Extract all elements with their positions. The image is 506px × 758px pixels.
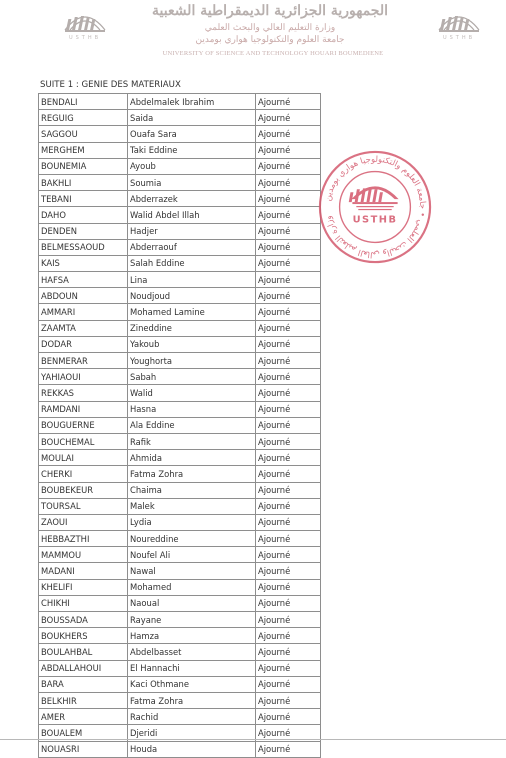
student-last-name: SAGGOU bbox=[39, 126, 128, 142]
student-first-name: Djeridi bbox=[128, 725, 256, 741]
student-last-name: BOUGUERNE bbox=[39, 417, 128, 433]
student-first-name: Taki Eddine bbox=[128, 142, 256, 158]
student-status: Ajourné bbox=[256, 239, 321, 255]
student-last-name: HAFSA bbox=[39, 272, 128, 288]
student-first-name: Saida bbox=[128, 110, 256, 126]
student-status: Ajourné bbox=[256, 94, 321, 110]
table-row bbox=[39, 272, 321, 288]
student-first-name: Rayane bbox=[128, 612, 256, 628]
student-first-name: Walid Abdel Illah bbox=[128, 207, 256, 223]
student-status: Ajourné bbox=[256, 223, 321, 239]
student-first-name: Yakoub bbox=[128, 336, 256, 352]
student-status: Ajourné bbox=[256, 450, 321, 466]
table-row bbox=[39, 644, 321, 660]
svg-text:USTHB: USTHB bbox=[442, 35, 476, 41]
student-status: Ajourné bbox=[256, 158, 321, 174]
student-status: Ajourné bbox=[256, 725, 321, 741]
student-first-name: Nawal bbox=[128, 563, 256, 579]
student-status: Ajourné bbox=[256, 595, 321, 611]
table-row bbox=[39, 288, 321, 304]
student-last-name: BOUSSADA bbox=[39, 612, 128, 628]
table-row bbox=[39, 433, 321, 449]
student-first-name: Hasna bbox=[128, 401, 256, 417]
student-status: Ajourné bbox=[256, 514, 321, 530]
student-last-name: MOULAI bbox=[39, 450, 128, 466]
student-last-name: BOUNEMIA bbox=[39, 158, 128, 174]
student-last-name: BAKHLI bbox=[39, 174, 128, 190]
student-first-name: Noudjoud bbox=[128, 288, 256, 304]
student-status: Ajourné bbox=[256, 110, 321, 126]
student-first-name: Lina bbox=[128, 272, 256, 288]
student-status: Ajourné bbox=[256, 498, 321, 514]
table-row bbox=[39, 498, 321, 514]
stamp-center-text: USTHB bbox=[352, 214, 398, 226]
university-logo-left bbox=[62, 2, 108, 44]
student-first-name: Youghorta bbox=[128, 353, 256, 369]
student-last-name: AMMARI bbox=[39, 304, 128, 320]
student-last-name: BELKHIR bbox=[39, 692, 128, 708]
student-last-name: AMER bbox=[39, 709, 128, 725]
student-status: Ajourné bbox=[256, 676, 321, 692]
table-row bbox=[39, 595, 321, 611]
results-table bbox=[38, 93, 321, 758]
student-status: Ajourné bbox=[256, 628, 321, 644]
table-row bbox=[39, 450, 321, 466]
student-status: Ajourné bbox=[256, 191, 321, 207]
table-row bbox=[39, 514, 321, 530]
student-last-name: DAHO bbox=[39, 207, 128, 223]
table-row bbox=[39, 417, 321, 433]
table-row bbox=[39, 94, 321, 110]
table-row bbox=[39, 336, 321, 352]
table-row bbox=[39, 466, 321, 482]
header-republic-arabic: الجمهورية الجزائرية الديمقراطية الشعبية bbox=[151, 3, 388, 19]
student-first-name: Mohamed Lamine bbox=[128, 304, 256, 320]
student-first-name: Abderraouf bbox=[128, 239, 256, 255]
table-row bbox=[39, 547, 321, 563]
student-last-name: MADANI bbox=[39, 563, 128, 579]
student-last-name: TOURSAL bbox=[39, 498, 128, 514]
student-first-name: Walid bbox=[128, 385, 256, 401]
table-row bbox=[39, 579, 321, 595]
header-ministry-arabic: وزارة التعليم العالي والبحث العلمي bbox=[204, 23, 336, 33]
student-status: Ajourné bbox=[256, 207, 321, 223]
student-status: Ajourné bbox=[256, 272, 321, 288]
student-first-name: Sabah bbox=[128, 369, 256, 385]
student-first-name: Abdelbasset bbox=[128, 644, 256, 660]
student-last-name: DODAR bbox=[39, 336, 128, 352]
table-row bbox=[39, 126, 321, 142]
table-row bbox=[39, 692, 321, 708]
student-first-name: Rachid bbox=[128, 709, 256, 725]
student-first-name: Fatma Zohra bbox=[128, 692, 256, 708]
student-last-name: YAHIAOUI bbox=[39, 369, 128, 385]
student-status: Ajourné bbox=[256, 304, 321, 320]
table-row bbox=[39, 401, 321, 417]
student-status: Ajourné bbox=[256, 255, 321, 271]
table-row bbox=[39, 482, 321, 498]
student-last-name: BOUBEKEUR bbox=[39, 482, 128, 498]
student-first-name: Naoual bbox=[128, 595, 256, 611]
table-row bbox=[39, 612, 321, 628]
student-last-name: ABDOUN bbox=[39, 288, 128, 304]
table-row bbox=[39, 239, 321, 255]
student-status: Ajourné bbox=[256, 531, 321, 547]
student-first-name: Hamza bbox=[128, 628, 256, 644]
student-first-name: Lydia bbox=[128, 514, 256, 530]
table-row bbox=[39, 255, 321, 271]
student-last-name: RAMDANI bbox=[39, 401, 128, 417]
student-status: Ajourné bbox=[256, 401, 321, 417]
student-last-name: BOUALEM bbox=[39, 725, 128, 741]
student-first-name: Ahmida bbox=[128, 450, 256, 466]
table-row bbox=[39, 353, 321, 369]
student-last-name: BELMESSAOUD bbox=[39, 239, 128, 255]
student-first-name: Noufel Ali bbox=[128, 547, 256, 563]
student-last-name: BOUCHEMAL bbox=[39, 433, 128, 449]
table-row bbox=[39, 628, 321, 644]
student-last-name: ZAOUI bbox=[39, 514, 128, 530]
student-status: Ajourné bbox=[256, 353, 321, 369]
student-status: Ajourné bbox=[256, 466, 321, 482]
student-first-name: Chaima bbox=[128, 482, 256, 498]
student-status: Ajourné bbox=[256, 369, 321, 385]
student-first-name: Salah Eddine bbox=[128, 255, 256, 271]
student-last-name: MAMMOU bbox=[39, 547, 128, 563]
header-university-arabic: جامعة العلوم والتكنولوجيا هواري بومدين bbox=[195, 35, 345, 45]
table-row bbox=[39, 174, 321, 190]
student-status: Ajourné bbox=[256, 482, 321, 498]
table-row bbox=[39, 676, 321, 692]
table-row bbox=[39, 142, 321, 158]
student-status: Ajourné bbox=[256, 660, 321, 676]
student-status: Ajourné bbox=[256, 126, 321, 142]
student-first-name: Mohamed bbox=[128, 579, 256, 595]
table-row bbox=[39, 320, 321, 336]
student-last-name: HEBBAZTHI bbox=[39, 531, 128, 547]
student-status: Ajourné bbox=[256, 547, 321, 563]
header-university-english: UNIVERSITY OF SCIENCE AND TECHNOLOGY HOUARI BOUMEDIENE bbox=[162, 50, 384, 57]
table-row bbox=[39, 207, 321, 223]
student-status: Ajourné bbox=[256, 336, 321, 352]
student-status: Ajourné bbox=[256, 563, 321, 579]
student-status: Ajourné bbox=[256, 417, 321, 433]
student-last-name: CHIKHI bbox=[39, 595, 128, 611]
student-status: Ajourné bbox=[256, 709, 321, 725]
student-first-name: Abdelmalek Ibrahim bbox=[128, 94, 256, 110]
student-status: Ajourné bbox=[256, 579, 321, 595]
student-first-name: El Hannachi bbox=[128, 660, 256, 676]
student-first-name: Rafik bbox=[128, 433, 256, 449]
student-status: Ajourné bbox=[256, 612, 321, 628]
student-last-name: KAIS bbox=[39, 255, 128, 271]
student-status: Ajourné bbox=[256, 741, 321, 757]
table-row bbox=[39, 385, 321, 401]
student-first-name: Zineddine bbox=[128, 320, 256, 336]
table-row bbox=[39, 158, 321, 174]
student-last-name: TEBANI bbox=[39, 191, 128, 207]
student-status: Ajourné bbox=[256, 644, 321, 660]
student-first-name: Hadjer bbox=[128, 223, 256, 239]
table-row bbox=[39, 660, 321, 676]
student-first-name: Abderrazek bbox=[128, 191, 256, 207]
results-table-body bbox=[39, 94, 321, 758]
table-row bbox=[39, 223, 321, 239]
student-status: Ajourné bbox=[256, 288, 321, 304]
student-first-name: Noureddine bbox=[128, 531, 256, 547]
university-stamp bbox=[316, 148, 434, 266]
student-first-name: Malek bbox=[128, 498, 256, 514]
table-row bbox=[39, 709, 321, 725]
student-last-name: BENMERAR bbox=[39, 353, 128, 369]
student-last-name: BOUKHERS bbox=[39, 628, 128, 644]
student-last-name: REKKAS bbox=[39, 385, 128, 401]
student-status: Ajourné bbox=[256, 142, 321, 158]
student-last-name: KHELIFI bbox=[39, 579, 128, 595]
table-row bbox=[39, 531, 321, 547]
table-row bbox=[39, 369, 321, 385]
student-first-name: Kaci Othmane bbox=[128, 676, 256, 692]
student-last-name: NOUASRI bbox=[39, 741, 128, 757]
table-row bbox=[39, 304, 321, 320]
page-bottom-divider bbox=[0, 739, 506, 740]
student-status: Ajourné bbox=[256, 320, 321, 336]
student-status: Ajourné bbox=[256, 433, 321, 449]
student-first-name: Ouafa Sara bbox=[128, 126, 256, 142]
student-first-name: Ayoub bbox=[128, 158, 256, 174]
section-title: SUITE 1 : GENIE DES MATERIAUX bbox=[40, 80, 181, 90]
table-row bbox=[39, 191, 321, 207]
student-last-name: BOULAHBAL bbox=[39, 644, 128, 660]
student-first-name: Ala Eddine bbox=[128, 417, 256, 433]
student-first-name: Houda bbox=[128, 741, 256, 757]
student-first-name: Soumia bbox=[128, 174, 256, 190]
university-logo-right bbox=[436, 2, 482, 44]
student-last-name: DENDEN bbox=[39, 223, 128, 239]
student-last-name: ABDALLAHOUI bbox=[39, 660, 128, 676]
student-last-name: MERGHEM bbox=[39, 142, 128, 158]
student-last-name: CHERKI bbox=[39, 466, 128, 482]
student-status: Ajourné bbox=[256, 385, 321, 401]
student-last-name: BENDALI bbox=[39, 94, 128, 110]
student-last-name: BARA bbox=[39, 676, 128, 692]
student-status: Ajourné bbox=[256, 692, 321, 708]
table-row bbox=[39, 110, 321, 126]
student-last-name: REGUIG bbox=[39, 110, 128, 126]
student-status: Ajourné bbox=[256, 174, 321, 190]
svg-text:USTHB: USTHB bbox=[68, 35, 102, 41]
student-first-name: Fatma Zohra bbox=[128, 466, 256, 482]
table-row bbox=[39, 741, 321, 757]
stamp-ring-text: وزارة التعليم العالي والبحث العلمي • جامعة العلوم والتكنولوجيا هواري بومدين bbox=[322, 153, 429, 261]
student-last-name: ZAAMTA bbox=[39, 320, 128, 336]
table-row bbox=[39, 563, 321, 579]
